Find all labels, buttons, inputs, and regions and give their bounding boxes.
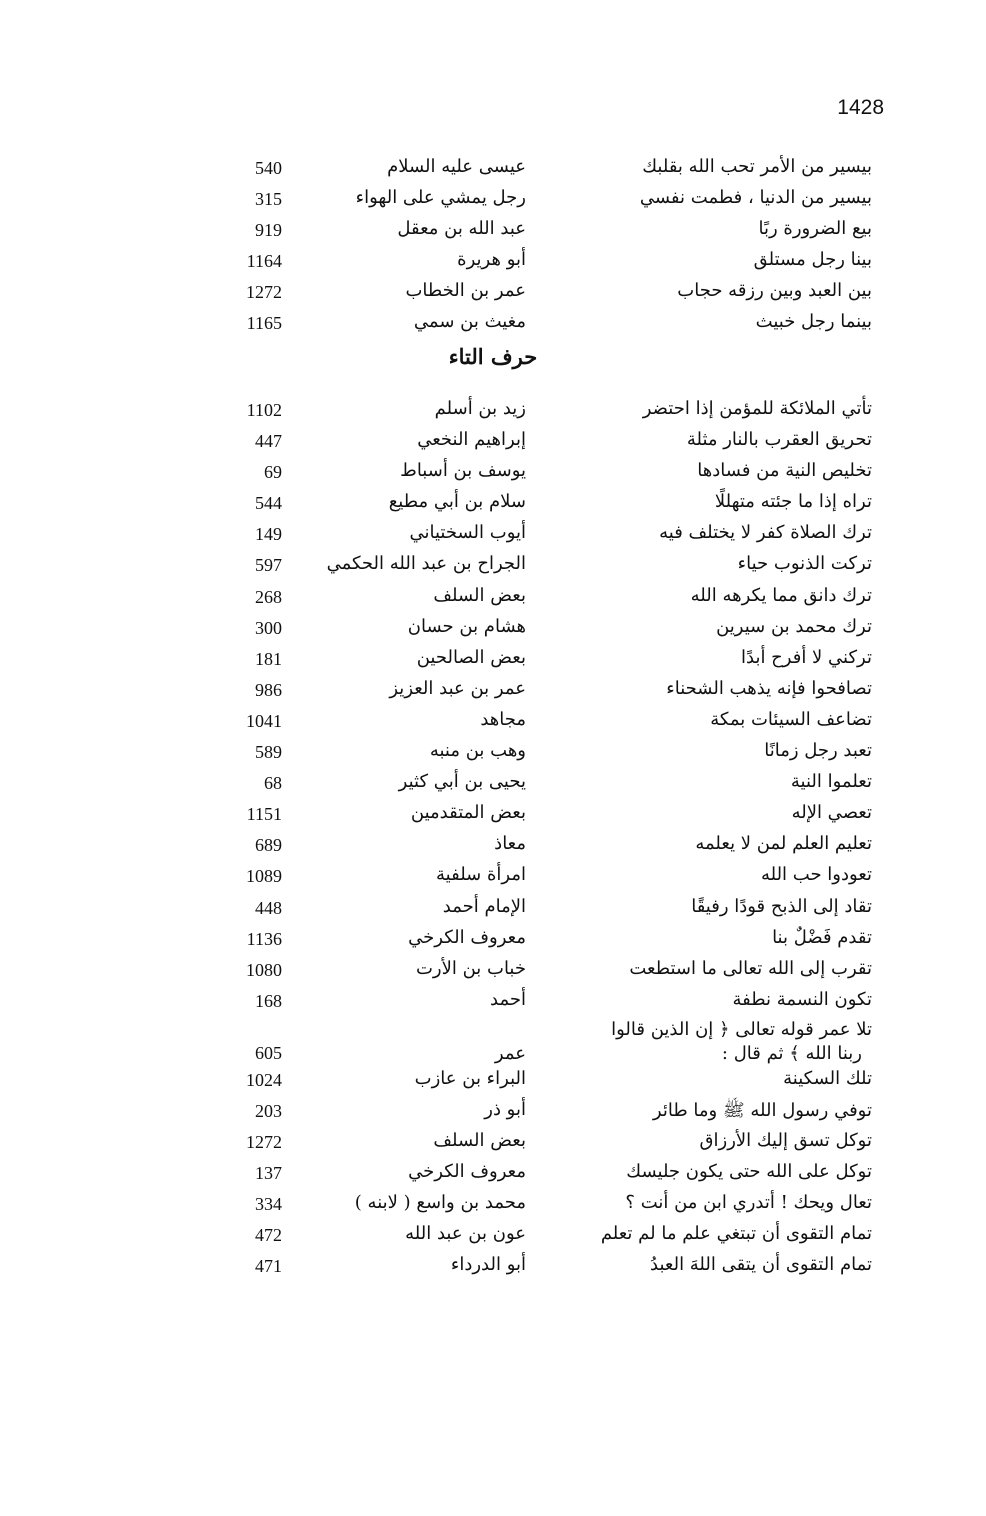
index-phrase: تركت الذنوب حياء xyxy=(737,553,872,575)
index-phrase: تركني لا أفرح أبدًا xyxy=(741,646,872,668)
index-row xyxy=(0,154,986,185)
index-phrase: تكون النسمة نطفة xyxy=(732,988,872,1010)
index-phrase: تعصي الإله xyxy=(791,802,872,824)
page-number: 1428 xyxy=(837,96,884,119)
index-row xyxy=(0,769,986,800)
index-page-number: 1272 xyxy=(246,1132,282,1153)
index-narrator: عبد الله بن معقل xyxy=(397,218,526,240)
index-phrase: تقرب إلى الله تعالى ما استطعت xyxy=(629,957,872,979)
index-phrase: تلك السكينة xyxy=(783,1067,872,1089)
index-phrase-line1: تلا عمر قوله تعالى ﴿ إن الذين قالوا xyxy=(611,1018,872,1040)
index-narrator: هشام بن حسان xyxy=(407,615,526,637)
index-page-number: 149 xyxy=(255,524,282,545)
index-row xyxy=(0,309,986,340)
index-row xyxy=(0,551,986,582)
index-narrator: زيد بن أسلم xyxy=(434,398,526,419)
index-row xyxy=(0,1128,986,1159)
index-phrase: تعليم العلم لمن لا يعلمه xyxy=(695,833,872,855)
index-narrator: عون بن عبد الله xyxy=(405,1223,526,1245)
index-narrator: أبو هريرة xyxy=(457,249,526,271)
index-phrase: تأتي الملائكة للمؤمن إذا احتضر xyxy=(642,398,872,419)
index-phrase: ترك دانق مما يكرهه الله xyxy=(690,584,872,606)
index-row xyxy=(0,583,986,614)
index-phrase: تراه إذا ما جئته متهللًا xyxy=(714,491,872,513)
index-narrator: بعض السلف xyxy=(433,584,526,606)
index-page-number: 1164 xyxy=(246,251,282,272)
index-phrase: تعلموا النية xyxy=(790,771,872,793)
index-row xyxy=(0,1018,986,1066)
index-phrase: تمام التقوى أن تبتغي علم ما لم تعلم xyxy=(600,1223,872,1245)
index-page-number: 544 xyxy=(255,493,282,514)
index-page-number: 181 xyxy=(255,648,282,669)
index-page-number: 1089 xyxy=(246,866,282,887)
index-phrase: توكل على الله حتى يكون جليسك xyxy=(626,1161,872,1183)
index-narrator: أبو الدرداء xyxy=(450,1254,526,1276)
index-page-number: 300 xyxy=(255,617,282,638)
index-narrator: رجل يمشي على الهواء xyxy=(355,187,526,209)
index-phrase: تعال ويحك ! أتدري ابن من أنت ؟ xyxy=(625,1192,872,1214)
index-row xyxy=(0,925,986,956)
index-row xyxy=(0,894,986,925)
index-page-number: 203 xyxy=(255,1100,282,1121)
index-page-number: 540 xyxy=(255,158,282,178)
index-narrator: أحمد xyxy=(490,988,526,1010)
index-page-number: 689 xyxy=(255,835,282,856)
index-narrator: وهب بن منبه xyxy=(429,740,526,762)
index-phrase: تقدم فَضْلٌ بنا xyxy=(772,926,872,948)
index-page-number: 137 xyxy=(255,1163,282,1184)
index-page-number: 1151 xyxy=(246,804,282,825)
index-narrator: بعض السلف xyxy=(433,1130,526,1152)
index-phrase xyxy=(611,1018,872,1066)
index-narrator: بعض الصالحين xyxy=(416,646,526,668)
index-phrase: تعبد رجل زمانًا xyxy=(764,740,872,762)
index-row xyxy=(0,1066,986,1097)
index-phrase: بينما رجل خبيث xyxy=(755,311,872,333)
index-page-number: 589 xyxy=(255,742,282,763)
index-row xyxy=(0,1252,986,1283)
index-row xyxy=(0,1221,986,1252)
index-narrator: عيسى عليه السلام xyxy=(387,156,526,177)
index-phrase: تحريق العقرب بالنار مثلة xyxy=(686,429,872,451)
index-narrator: محمد بن واسع ( لابنه ) xyxy=(354,1192,526,1214)
index-page-number: 605 xyxy=(255,1042,282,1063)
index-page-number: 315 xyxy=(255,189,282,210)
index-page-number: 448 xyxy=(255,897,282,918)
index-phrase: تصافحوا فإنه يذهب الشحناء xyxy=(666,677,872,699)
index-row xyxy=(0,956,986,987)
index-page-number: 1102 xyxy=(246,400,282,420)
index-page-number: 1136 xyxy=(246,928,282,949)
index-narrator: سلام بن أبي مطيع xyxy=(388,491,526,513)
index-narrator: مغيث بن سمي xyxy=(413,311,526,333)
index-row xyxy=(0,247,986,278)
index-row xyxy=(0,396,986,427)
index-narrator: بعض المتقدمين xyxy=(410,802,526,824)
index-narrator: البراء بن عازب xyxy=(414,1067,526,1089)
index-row xyxy=(0,800,986,831)
index-phrase-line2: ربنا الله ﴾ ثم قال : xyxy=(721,1042,862,1064)
index-row xyxy=(0,216,986,247)
index-row xyxy=(0,831,986,862)
index-narrator: خباب بن الأرت xyxy=(415,957,526,979)
index-phrase: تعودوا حب الله xyxy=(760,864,872,886)
section-heading: حرف التاء xyxy=(448,344,538,369)
index-narrator: الجراح بن عبد الله الحكمي xyxy=(326,553,526,575)
index-row xyxy=(0,427,986,458)
index-row xyxy=(0,1097,986,1128)
index-narrator: امرأة سلفية xyxy=(436,864,526,886)
index-page-number: 268 xyxy=(255,586,282,607)
index-page-number: 1272 xyxy=(246,282,282,303)
index-row xyxy=(0,645,986,676)
index-page-number: 447 xyxy=(255,431,282,452)
index-row xyxy=(0,1190,986,1221)
index-page-number: 69 xyxy=(264,462,282,483)
index-phrase: تقاد إلى الذبح قودًا رفيقًا xyxy=(691,895,872,917)
index-phrase: بينا رجل مستلق xyxy=(753,249,872,271)
index-narrator: معروف الكرخي xyxy=(408,1161,526,1183)
index-phrase: توكل تسق إليك الأرزاق xyxy=(699,1130,872,1152)
index-row xyxy=(0,278,986,309)
index-row xyxy=(0,489,986,520)
index-page-number: 1165 xyxy=(246,313,282,334)
index-page-number: 919 xyxy=(255,220,282,241)
index-narrator: معروف الكرخي xyxy=(408,926,526,948)
index-page-number: 472 xyxy=(255,1225,282,1246)
index-phrase: تخليص النية من فسادها xyxy=(697,460,872,482)
index-row xyxy=(0,458,986,489)
index-page-number: 1024 xyxy=(246,1069,282,1090)
index-narrator: أيوب السختياني xyxy=(409,522,526,544)
index-phrase: بيسير من الدنيا ، فطمت نفسي xyxy=(639,187,872,209)
index-page-number: 986 xyxy=(255,679,282,700)
index-page-number: 1080 xyxy=(246,959,282,980)
index-row xyxy=(0,707,986,738)
index-row xyxy=(0,614,986,645)
index-row xyxy=(0,1159,986,1190)
index-phrase: تضاعف السيئات بمكة xyxy=(710,708,872,730)
index-narrator: الإمام أحمد xyxy=(442,895,526,917)
index-row xyxy=(0,862,986,893)
index-page-number: 471 xyxy=(255,1256,282,1277)
index-narrator: عمر بن عبد العزيز xyxy=(389,677,526,699)
index-row xyxy=(0,738,986,769)
index-page-number: 1041 xyxy=(246,710,282,731)
index-phrase: ترك محمد بن سيرين xyxy=(716,615,872,637)
index-block-ba xyxy=(0,154,986,341)
index-narrator: معاذ xyxy=(494,833,526,855)
index-row xyxy=(0,676,986,707)
index-narrator: أبو ذر xyxy=(484,1098,526,1120)
index-narrator: مجاهد xyxy=(480,708,526,730)
index-phrase: بين العبد وبين رزقه حجاب xyxy=(677,280,872,302)
index-phrase: ترك الصلاة كفر لا يختلف فيه xyxy=(659,522,872,544)
index-row xyxy=(0,520,986,551)
index-narrator: إبراهيم النخعي xyxy=(417,429,526,451)
index-page-number: 68 xyxy=(264,773,282,794)
index-page-number: 597 xyxy=(255,555,282,576)
index-narrator: عمر بن الخطاب xyxy=(405,280,526,302)
index-page-number: 334 xyxy=(255,1194,282,1215)
index-phrase: توفي رسول الله ﷺ وما طائر xyxy=(652,1099,872,1121)
index-phrase: بيسير من الأمر تحب الله بقلبك xyxy=(642,156,872,177)
index-narrator: يحيى بن أبي كثير xyxy=(398,771,526,793)
index-phrase: بيع الضرورة ربًا xyxy=(758,218,872,240)
index-phrase: تمام التقوى أن يتقى اللهَ العبدُ xyxy=(650,1254,872,1276)
index-narrator: عمر xyxy=(494,1042,526,1064)
index-row xyxy=(0,185,986,216)
index-row xyxy=(0,987,986,1018)
index-page-number: 168 xyxy=(255,990,282,1011)
index-block-ta xyxy=(0,396,986,1284)
index-narrator: يوسف بن أسباط xyxy=(400,460,526,482)
